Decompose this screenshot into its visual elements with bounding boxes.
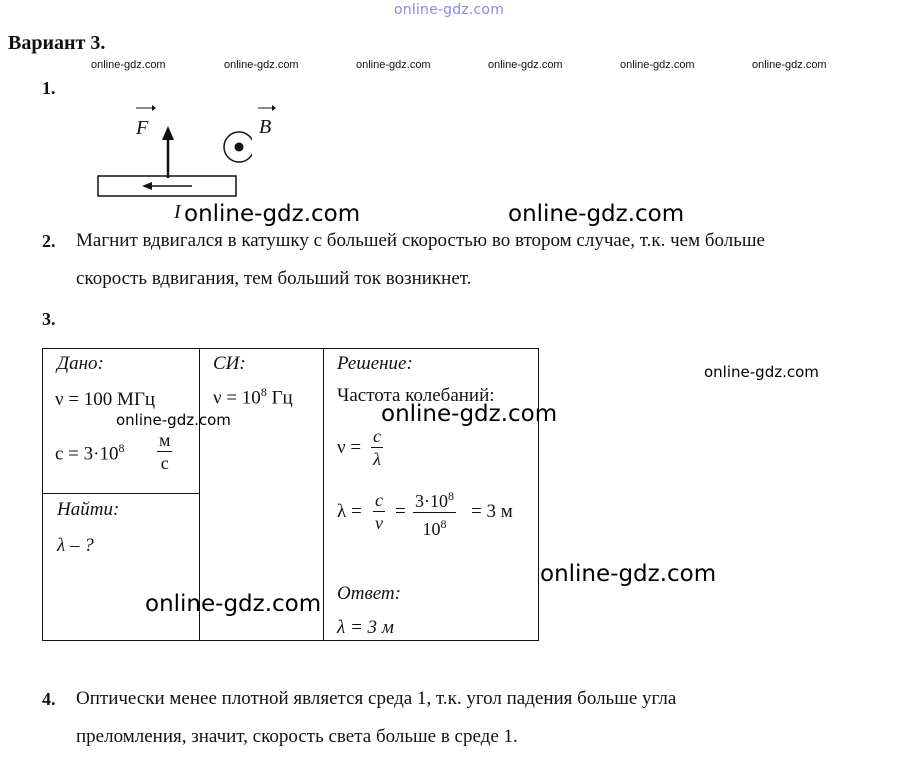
question-1-number: 1. [42,78,56,98]
solution-text: Частота колебаний: [337,385,495,406]
question-2-answer [76,222,906,298]
given-speed: $c = 3\cdot 10^8$ [55,441,125,465]
speed-unit-fraction: м с [159,430,171,473]
formula-1-lhs: ν = [337,437,362,458]
watermark-small: online-gdz.com [620,59,695,71]
current-label: I [174,201,181,223]
si-frequency: $\nu = 10^8$ Гц [213,385,293,409]
watermark-medium: online-gdz.com [704,363,819,381]
watermark-large: online-gdz.com [184,201,361,227]
formula-2-fraction: c ν [375,490,383,533]
given-frequency: ν = 100 МГц [55,389,156,410]
watermark-small: online-gdz.com [752,59,827,71]
si-header: СИ: [213,353,246,374]
answer-header: Ответ: [337,583,401,604]
question-3-number: 3. [42,309,56,329]
watermark-large: online-gdz.com [540,561,717,587]
answer-line: скорость вдвигания, тем больший ток возникнет. [76,268,472,289]
find-header: Найти: [57,499,120,520]
answer-value: λ = 3 м [337,617,394,638]
watermark-small: online-gdz.com [224,59,299,71]
solution-header: Решение: [337,353,413,374]
question-4-answer [76,680,906,756]
watermark-large: online-gdz.com [508,201,685,227]
watermark-top: online-gdz.com [394,2,505,18]
answer-line: Оптически менее плотной является среда 1, т.к. угол падения больше угла [76,688,677,709]
force-arrowhead [162,126,174,140]
formula-2-equals: = [395,501,406,522]
watermark-large: online-gdz.com [381,401,558,427]
answer-line: преломления, значит, скорость света больше в среде 1. [76,726,518,747]
watermark-medium: online-gdz.com [116,411,231,429]
formula-1-fraction: c λ [373,426,381,469]
watermark-small: online-gdz.com [356,59,431,71]
find-value: λ – ? [57,535,94,556]
field-label-svg [252,100,282,140]
question-4-number: 4. [42,689,56,709]
watermark-small: online-gdz.com [488,59,563,71]
formula-2-numeric-fraction: $3\cdot 10^8$ $10^8$ [415,489,454,539]
formula-2-lhs: λ = [337,501,362,522]
formula-2-result: = 3 м [471,501,513,522]
question-2-number: 2. [42,231,56,251]
watermark-small: online-gdz.com [91,59,166,71]
given-header: Дано: [57,353,104,374]
answer-line: Магнит вдвигался в катушку с большей скоростью во втором случае, т.к. чем больше [76,230,765,251]
variant-title: Вариант 3. [8,32,106,54]
force-label: F [136,117,149,139]
watermark-large: online-gdz.com [145,591,322,617]
field-label: B [259,116,272,138]
